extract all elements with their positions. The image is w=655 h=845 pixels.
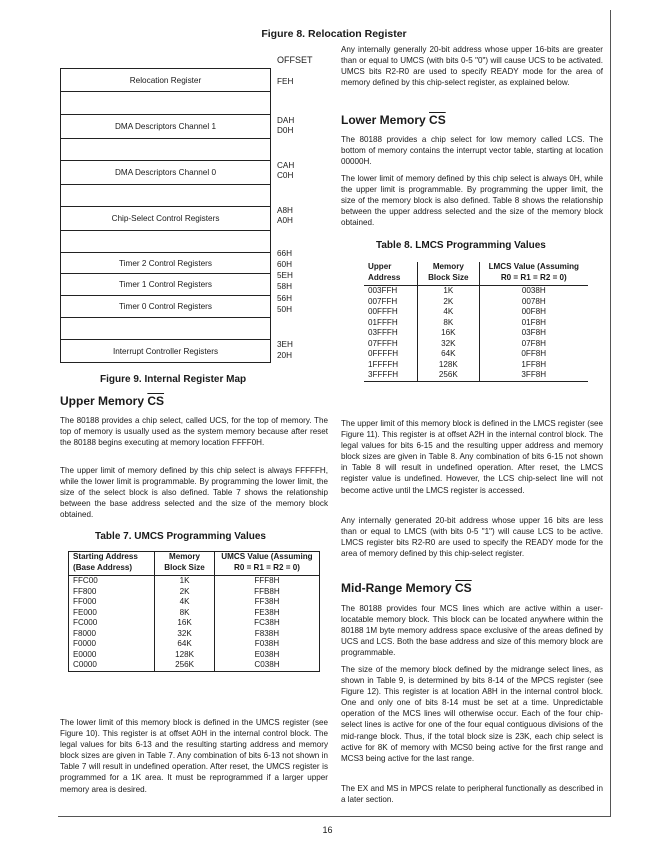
table-row [69,576,320,587]
offset-label: DAH [277,116,295,125]
table-cell: 1K [418,286,479,297]
table-cell: C0000 [73,660,97,669]
table-cell: C038H [214,660,319,671]
offset-label: 56H [277,294,293,303]
table-cell: 8K [155,608,215,619]
table-row [364,360,588,371]
offset-label: FEH [277,77,294,86]
table-cell: 01F8H [479,318,588,329]
table-cell: F038H [214,639,319,650]
upper-paragraph-4: Any internally generally 20-bit address whose upper 16-bits are greater than or equal to UMCS (with bits 0-5 "0") will cause UCS to be activated. UMCS bits R2-R0 are used to specify READY mode for the area of memory defined by this chip-select register, as explained below. [341,45,603,88]
table-row [69,618,320,629]
lower-paragraph-4: Any internally generated 20-bit address whose upper 16 bits are less than or equal to LMCS (with bits 0-5 "1") will cause LCS to be active. LMCS register bits R2-R0 are used to specify the READY mode for the area of memory defined by this chip-select register. [341,516,603,559]
table-cell: 01FFFH [368,317,398,327]
offset-label: 50H [277,305,293,314]
offset-label: A0H [277,216,293,225]
figure-8-title: Figure 8. Relocation Register [261,28,407,40]
table-row [364,370,588,381]
table-cell: 1FFFFH [368,359,399,369]
table-row [69,587,320,598]
table-cell: FE000 [73,607,97,617]
upper-paragraph-2: The upper limit of memory defined by this chip select is always FFFFFH, while the lower limit is programmable. By programming the lower limit, the size of the select block is also defined. Table 7 shows the relationship between the base address selected and the size of the memory block obtained. [60,466,328,520]
offset-label: 3EH [277,340,293,349]
table-row [69,629,320,640]
offset-label: 58H [277,282,293,291]
table-header: Memory Block Size [155,552,215,576]
table-7-title: Table 7. UMCS Programming Values [95,531,266,542]
table-cell: F0000 [73,639,96,648]
lower-paragraph-1: The 80188 provides a chip select for low memory called LCS. The bottom of memory contains the interrupt vector table, starting at location 00000H. [341,135,603,167]
page-number: 16 [322,825,333,835]
register-row [61,185,270,207]
register-map [60,68,271,363]
register-row: DMA Descriptors Channel 0 [61,161,270,185]
table-cell: 1FF8H [479,360,588,371]
table-cell: 07FFFH [368,338,398,348]
table-cell: 32K [155,629,215,640]
table-cell: FFB8H [214,587,319,598]
table-cell: 1K [155,576,215,587]
offset-label: 5EH [277,271,293,280]
table-cell: E0000 [73,649,97,659]
table-cell: FF38H [214,597,319,608]
midrange-memory-heading: Mid-Range Memory CS [341,581,472,595]
table-cell: 64K [418,349,479,360]
table-cell: 16K [418,328,479,339]
table-cell: 0078H [479,297,588,308]
table-cell: F838H [214,629,319,640]
table-header: UMCS Value (Assuming R0 = R1 = R2 = 0) [214,552,319,576]
table-cell: 00F8H [479,307,588,318]
offset-label: CAH [277,161,295,170]
table-header: Starting Address (Base Address) [69,552,155,576]
table-row [69,650,320,661]
table-cell: 2K [155,587,215,598]
table-cell: 4K [155,597,215,608]
table-row [364,339,588,350]
register-row [61,92,270,115]
table-cell: 128K [155,650,215,661]
table-cell: 3FFFFH [368,370,399,379]
register-row: Timer 2 Control Registers [61,253,270,274]
table-row [364,297,588,308]
register-row: Chip-Select Control Registers [61,207,270,231]
table-header: LMCS Value (Assuming R0 = R1 = R2 = 0) [479,262,588,286]
table-row [69,597,320,608]
register-row: Timer 1 Control Registers [61,274,270,296]
table-cell: 256K [418,370,479,381]
offset-label: C0H [277,171,294,180]
register-row: Relocation Register [61,69,270,92]
table-cell: 07F8H [479,339,588,350]
table-cell: 0FFFFH [368,349,399,358]
midrange-paragraph-3: The EX and MS in MPCS relate to peripheral functionally as described in a later section. [341,784,603,805]
table-8 [364,262,588,382]
upper-paragraph-3: The lower limit of this memory block is defined in the UMCS register (see Figure 10). This register is at offset A0H in the internal control block. The legal values for bits 6-13 and the resulting starting address and memory block sizes are given in Table 7. Any combination of bits 6-13 not shown in Table 7 will result in undefined operation. After reset, the UMCS register is programmed for a 1K area. It must be reprogrammed if a larger upper memory area is desired. [60,718,328,794]
register-row: Interrupt Controller Registers [112,346,219,356]
table-cell: FC000 [73,618,98,627]
table-cell: FE38H [214,608,319,619]
table-cell: 00FFFH [368,307,398,316]
table-cell: 128K [418,360,479,371]
table-cell: 3FF8H [479,370,588,381]
table-cell: F8000 [73,628,96,638]
table-row [364,318,588,329]
table-row [364,307,588,318]
table-cell: 0038H [479,286,588,297]
table-cell: 003FFH [368,286,398,295]
table-cell: 2K [418,297,479,308]
offset-label: D0H [277,126,294,135]
register-row [61,139,270,161]
table-cell: 03FFFH [368,328,398,337]
register-row [61,318,270,340]
table-cell: 256K [155,660,215,671]
table-cell: FF000 [73,597,97,606]
table-cell: 8K [418,318,479,329]
table-cell: 64K [155,639,215,650]
upper-paragraph-1: The 80188 provides a chip select, called UCS, for the top of memory. The top of memory is usually used as the system memory because after reset the 80188 begins executing at memory location FFFF0H. [60,416,328,448]
table-cell: E038H [214,650,319,661]
table-cell: 32K [418,339,479,350]
table-row [364,349,588,360]
table-7 [68,551,320,672]
offset-label: 60H [277,260,293,269]
table-cell: 03F8H [479,328,588,339]
register-row: Timer 0 Control Registers [61,296,270,318]
upper-memory-heading: Upper Memory CS [60,394,165,408]
midrange-paragraph-1: The 80188 provides four MCS lines which are active within a user-locatable memory block. This block can be located anywhere within the 80188 1M byte memory address space exclusive of the areas defined by UCS and LCS. Both the base address and size of this memory block are programmable. [341,604,603,658]
table-cell: 4K [418,307,479,318]
table-cell: 0FF8H [479,349,588,360]
table-cell: FC38H [214,618,319,629]
table-cell: FF800 [73,586,97,596]
figure-9-title: Figure 9. Internal Register Map [100,374,247,385]
table-header: Memory Block Size [418,262,479,286]
table-row [69,608,320,619]
table-cell: FFF8H [214,576,319,587]
table-row [69,660,320,671]
table-row [364,328,588,339]
lower-paragraph-3: The upper limit of this memory block is defined in the LMCS register (see Figure 11). This register is at offset A2H in the internal control block. The legal values for bits 6-15 and the resulting upper address and memory block sizes are given in Table 8. Any combination of bits 6-15 not shown in Table 8 will result in undefined operation. After reset, the LMCS register value is undefined. However, the LCS chip-select line will not become active until the LMCS register is accessed. [341,419,603,495]
table-cell: 16K [155,618,215,629]
lower-paragraph-2: The lower limit of memory defined by this chip select is always 0H, while the upper limit is programmable. By programming the upper limit, the size of the memory block is also defined. Table 8 shows the relationship between the upper address selected and the size of the memory block obtained. [341,174,603,228]
offset-header: OFFSET [277,55,313,65]
table-row [69,639,320,650]
lower-memory-heading: Lower Memory CS [341,113,446,127]
offset-label: 20H [277,351,293,360]
table-row [364,286,588,297]
register-row [61,231,270,253]
register-row: DMA Descriptors Channel 1 [61,115,270,139]
offset-label: 66H [277,249,293,258]
table-header: Upper Address [364,262,418,286]
table-8-title: Table 8. LMCS Programming Values [376,240,546,251]
table-cell: FFC00 [73,576,98,585]
table-cell: 007FFH [368,296,398,306]
offset-label: A8H [277,206,293,215]
midrange-paragraph-2: The size of the memory block defined by the midrange select lines, as shown in Table 9, is determined by bits 8-14 of the MPCS register (see Figure 12). This register is at location A8H in the internal control block. One and only one of bits 8-14 must be set at a time. Unpredictable operation of the MCS lines will otherwise occur. Each of the four chip-select lines is active for one of the four equal contiguous divisions of the mid-range block. Thus, if the total block size is 23K, each chip select is active for 8K of memory with MCS0 being active for the first range and MCS3 being active for the last range. [341,665,603,763]
